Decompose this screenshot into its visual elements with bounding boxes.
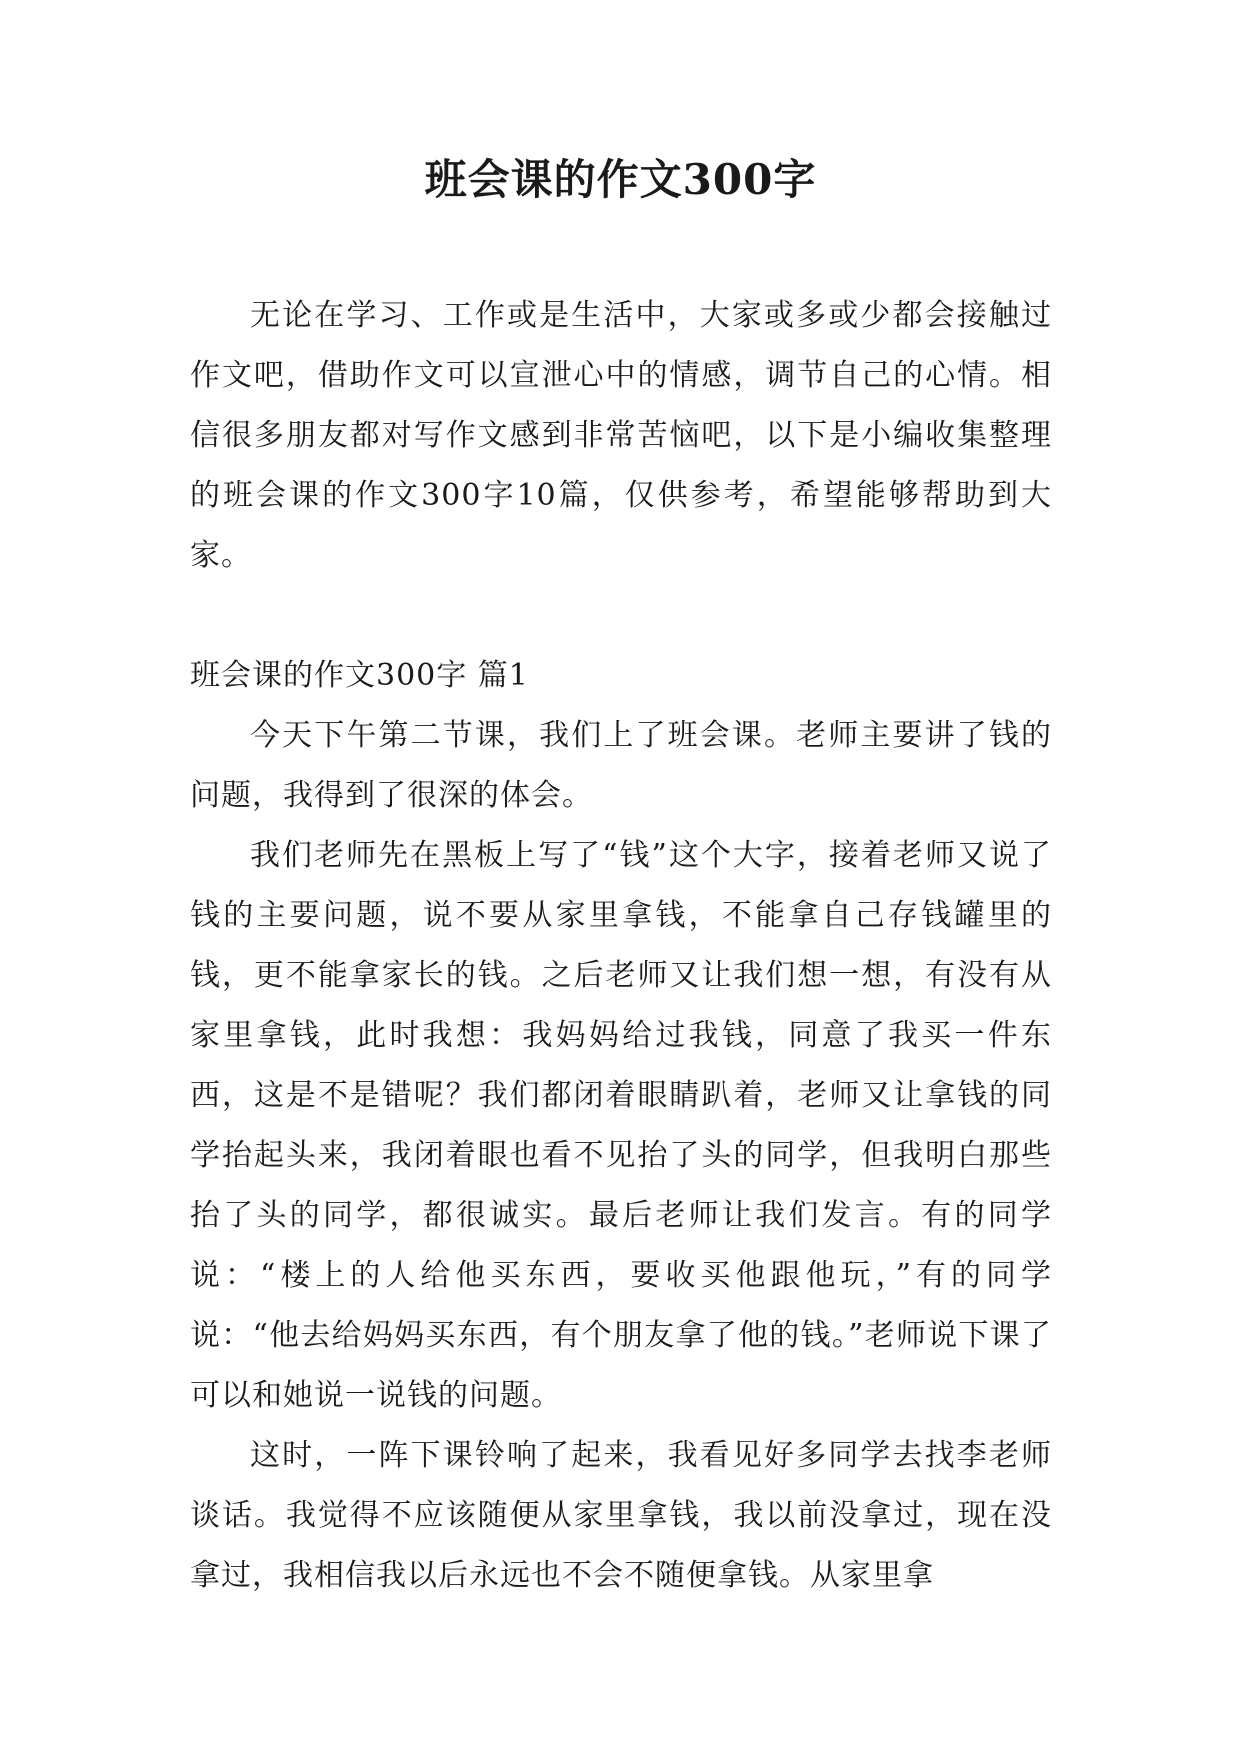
paragraph-spacer [190, 586, 1052, 646]
body-paragraph-3: 这时，一阵下课铃响了起来，我看见好多同学去找李老师谈话。我觉得不应该随便从家里拿钱，我以前没拿过，现在没拿过，我相信我以后永远也不会不随便拿钱。从家里拿 [190, 1438, 1052, 1593]
document-body [190, 286, 1052, 1606]
intro-paragraph: 无论在学习、工作或是生活中，大家或多或少都会接触过作文吧，借助作文可以宣泄心中的情感，调节自己的心情。相信很多朋友都对写作文感到非常苦恼吧，以下是小编收集整理的班会课的作文300字10篇，仅供参考，希望能够帮助到大家。 [190, 298, 1052, 573]
section-heading: 班会课的作文300字 篇1 [190, 658, 529, 693]
body-paragraph-2: 我们老师先在黑板上写了“钱”这个大字，接着老师又说了钱的主要问题，说不要从家里拿钱，不能拿自己存钱罐里的钱，更不能拿家长的钱。之后老师又让我们想一想，有没有从家里拿钱，此时我想：我妈妈给过我钱，同意了我买一件东西，这是不是错呢？我们都闭着眼睛趴着，老师又让拿钱的同学抬起头来，我闭着眼也看不见抬了头的同学，但我明白那些抬了头的同学，都很诚实。最后老师让我们发言。有的同学说：“楼上的人给他买东西，要收买他跟他玩，”有的同学说：“他去给妈妈买东西，有个朋友拿了他的钱。”老师说下课了可以和她说一说钱的问题。 [190, 838, 1052, 1413]
body-paragraph-1: 今天下午第二节课，我们上了班会课。老师主要讲了钱的问题，我得到了很深的体会。 [190, 718, 1052, 813]
document-title: 班会课的作文300字 [424, 155, 817, 204]
